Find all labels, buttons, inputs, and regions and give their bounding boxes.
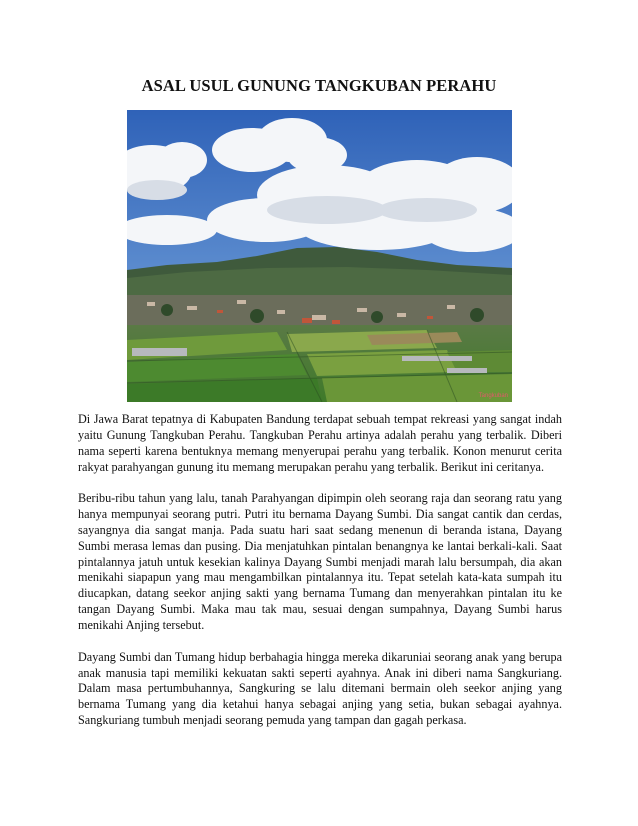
- document-body: [78, 412, 562, 745]
- document-title: ASAL USUL GUNUNG TANGKUBAN PERAHU: [141, 76, 497, 95]
- paragraph: Di Jawa Barat tepatnya di Kabupaten Bandung terdapat sebuah tempat rekreasi yang sangat indah yaitu Gunung Tangkuban Perahu. Tangkuban Perahu artinya adalah perahu yang terbalik. Diberi nama seperti karena bentuknya memang menyerupai perahu yang terbalik. Konon menurut cerita rakyat parahyangan gunung itu memang merupakan perahu yang terbalik. Berikut ini ceritanya.: [78, 412, 562, 474]
- mountain-photo: [127, 110, 512, 402]
- paragraph: Dayang Sumbi dan Tumang hidup berbahagia hingga mereka dikaruniai seorang anak yang berupa anak manusia tapi memiliki kekuatan sakti seperti ayahnya. Anak ini diberi nama Sangkuriang. Dalam masa pertumbuhannya, Sangkuring se lalu ditemani bermain oleh seekor anjing yang bernama Tumang yang dia ketahui hanya sebagai anjing yang setia, bukan sebagai ayahnya. Sangkuriang tumbuh menjadi seorang pemuda yang tampan dan gagah perkasa.: [78, 649, 562, 728]
- photo-watermark: Tangkuban: [478, 393, 508, 399]
- paragraph: Beribu-ribu tahun yang lalu, tanah Parahyangan dipimpin oleh seorang raja dan seorang ratu yang hanya mempunyai seorang putri. Putri itu bernama Dayang Sumbi. Dia sangat cantik dan cerdas, sayangnya dia sangat manja. Pada suatu hari saat sedang menenun di beranda istana, Dayang Sumbi merasa lemas dan pusing. Dia menjatuhkan pintalan benangnya ke lantai berkali-kali. Saat pintalannya jatuh untuk kesekian kalinya Dayang Sumbi menjadi marah lalu bersumpah, dia akan menikahi siapapun yang mau mengambilkan pintalannya itu. Tepat setelah kata-kata sumpah itu diucapkan, datang seekor anjing sakti yang bernama Tumang dan menyerahkan pintalan itu ke tangan Dayang Sumbi. Maka mau tak mau, sesuai dengan sumpahnya, Dayang Sumbi harus menikahi Anjing tersebut.: [78, 491, 562, 632]
